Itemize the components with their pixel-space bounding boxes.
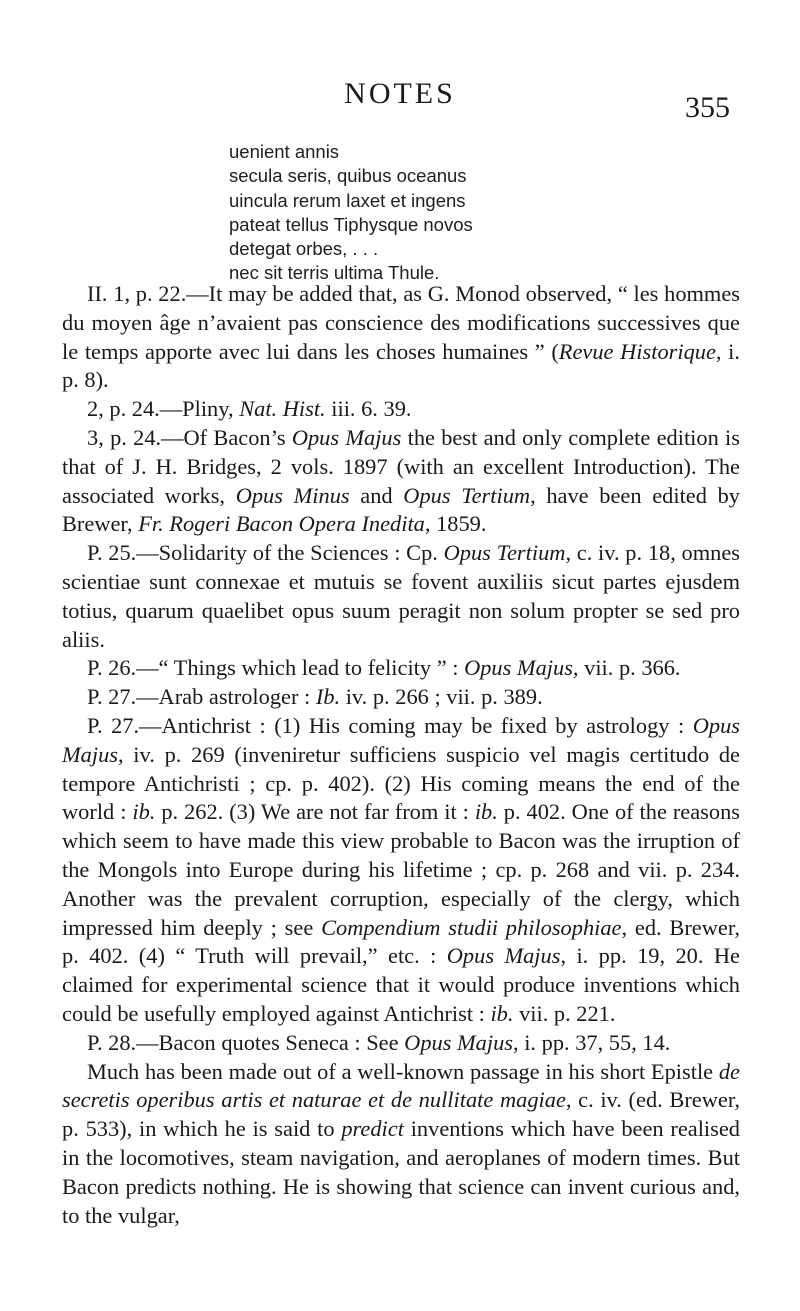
note-text: P. 27.—Antichrist : (1) His coming may be fixed by astrology : — [87, 712, 693, 738]
note-text: , c. iv. (ed. Brewer, p. 533), in which he is said to — [62, 1087, 740, 1142]
note-text: , c. iv. p. 18, omnes scientiae sunt connexae et mutuis se fovent auxiliis sicut partes ejusdem totius, quarum quaelibet opus suum peragit non solum propter se sed pro aliis. — [62, 540, 740, 652]
note-paragraph — [62, 712, 740, 1029]
notes-body — [62, 280, 740, 1230]
note-italic-text: Opus Minus — [235, 482, 350, 508]
note-text: , i. p. 8). — [62, 338, 740, 393]
note-italic-text: Ib. — [315, 684, 341, 710]
note-text: p. 262. (3) We are not far from it : — [155, 799, 475, 825]
note-italic-text: de secretis operibus artis et naturae et de nullitate magiae — [62, 1058, 740, 1113]
verse-line: pateat tellus Tiphysque novos — [229, 213, 473, 235]
verse-quotation — [229, 140, 473, 286]
running-head: NOTES — [344, 77, 456, 110]
note-italic-text: Opus Majus — [404, 1029, 514, 1055]
note-italic-text: ib. — [132, 799, 156, 825]
note-paragraph — [62, 1058, 740, 1231]
note-text: the best and only complete edition is that of J. H. Bridges, 2 vols. 1897 (with an excellent Introduction). The associated works, — [62, 424, 740, 508]
note-text: , i. pp. 19, 20. He claimed for experimental science that it would produce inventions which could be usefully employed against Antichrist : — [62, 943, 740, 1026]
note-italic-text: Fr. Rogeri Bacon Opera Inedita — [138, 511, 425, 537]
note-paragraph — [62, 424, 740, 539]
note-italic-text: ib. — [490, 1000, 514, 1026]
note-paragraph — [62, 395, 740, 424]
note-text: Much has been made out of a well-known passage in his short Epistle — [87, 1058, 719, 1084]
note-text: , have been edited by Brewer, — [62, 482, 740, 537]
note-italic-text: predict — [341, 1116, 404, 1142]
note-text: P. 28.—Bacon quotes Seneca : See — [87, 1029, 405, 1055]
note-text: II. 1, p. 22.—It may be added that, as G. Monod observed, “ les hommes du moyen âge n’avaient pas conscience des modifications successives que le temps apporte avec lui dans les choses humaines ” ( — [62, 281, 740, 364]
note-paragraph — [62, 280, 740, 395]
page-header — [0, 76, 800, 126]
note-text: , i. pp. 37, 55, 14. — [513, 1029, 671, 1055]
note-text: inventions which have been realised in the locomotives, steam navigation, and aeroplanes of modern times. But Bacon predicts nothing. He is showing that science can invent curious and, to the vulgar, — [62, 1116, 740, 1228]
note-text: and — [349, 482, 404, 508]
note-italic-text: Opus Tertium — [443, 540, 566, 566]
note-paragraph — [62, 654, 740, 683]
note-text: 3, p. 24.—Of Bacon’s — [87, 424, 292, 450]
note-paragraph — [62, 539, 740, 654]
note-text: vii. p. 221. — [513, 1000, 616, 1026]
note-text: , ed. Brewer, p. 402. (4) “ Truth will prevail,” etc. : — [62, 914, 740, 969]
note-text: , 1859. — [424, 511, 487, 537]
note-text: P. 27.—Arab astrologer : — [87, 684, 316, 710]
note-italic-text: Nat. Hist. — [239, 396, 326, 422]
page-number: 355 — [685, 91, 730, 124]
note-text: 2, p. 24.—Pliny, — [87, 396, 240, 422]
note-italic-text: Opus Majus — [464, 655, 573, 681]
note-text: , vii. p. 366. — [572, 655, 681, 681]
note-text: iii. 6. 39. — [325, 396, 412, 422]
note-italic-text: Opus Tertium — [403, 482, 531, 508]
verse-line: nec sit terris ultima Thule. — [229, 262, 440, 284]
note-italic-text: Compendium studii philosophiae — [321, 914, 622, 940]
note-text: P. 25.—Solidarity of the Sciences : Cp. — [87, 540, 444, 566]
note-italic-text: ib. — [474, 799, 498, 825]
note-paragraph — [62, 1029, 740, 1058]
note-italic-text: Opus Majus — [446, 943, 561, 969]
verse-line: uenient annis — [229, 141, 340, 162]
note-text: p. 402. One of the reasons which seem to have made this view probable to Bacon was the irruption of the Mongols into Europe during his lifetime ; cp. p. 268 and vii. p. 234. Another was the prevalent corruption, especially of the clergy, which impressed him deeply ; see — [62, 799, 741, 940]
note-italic-text: Opus Majus — [62, 712, 740, 767]
note-italic-text: Opus Majus — [291, 424, 402, 450]
verse-line: detegat orbes, . . . — [229, 238, 379, 260]
verse-line: secula seris, quibus oceanus — [229, 165, 467, 187]
note-text: P. 26.—“ Things which lead to felicity ” : — [87, 655, 465, 681]
note-paragraph — [62, 683, 740, 712]
note-text: , iv. p. 269 (inveniretur sufficiens suspicio vel magis certitudo de tempore Antichristi ; cp. p. 402). (2) His coming means the end of the world : — [62, 741, 740, 825]
note-text: iv. p. 266 ; vii. p. 389. — [340, 684, 543, 710]
note-italic-text: Revue Historique — [558, 338, 716, 364]
verse-line: uincula rerum laxet et ingens — [229, 189, 466, 211]
